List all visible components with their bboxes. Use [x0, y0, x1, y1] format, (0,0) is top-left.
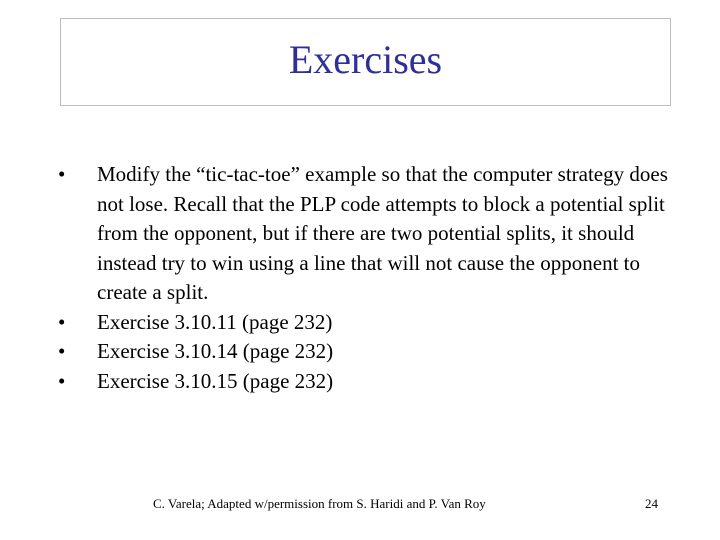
bullet-text: Exercise 3.10.11 (page 232): [97, 309, 333, 334]
bullet-text: Exercise 3.10.15 (page 232): [97, 368, 334, 393]
footer-credit: C. Varela; Adapted w/permission from S. Haridi and P. Van Roy: [153, 496, 486, 511]
title-box: [60, 18, 671, 106]
bullet-text: Modify the “tic-tac-toe” example so that the computer strategy does not lose. Recall that the PLP code attempts to block a potential split from the opponent, but if there are two potential splits, it should instead try to win using a line that will not cause the opponent to create a split.: [97, 162, 668, 304]
page-number: 24: [645, 496, 658, 511]
bullet-item: [54, 367, 674, 397]
bullet-list: [54, 160, 674, 396]
bullet-marker: •: [58, 162, 66, 186]
bullet-item: [54, 160, 674, 308]
bullet-text: Exercise 3.10.14 (page 232): [97, 339, 334, 363]
bullet-marker: •: [58, 339, 66, 363]
bullet-marker: •: [58, 309, 66, 334]
slide-title: Exercises: [288, 37, 443, 82]
bullet-item: [54, 308, 674, 338]
bullet-marker: •: [58, 368, 66, 393]
bullet-item: [54, 337, 674, 367]
